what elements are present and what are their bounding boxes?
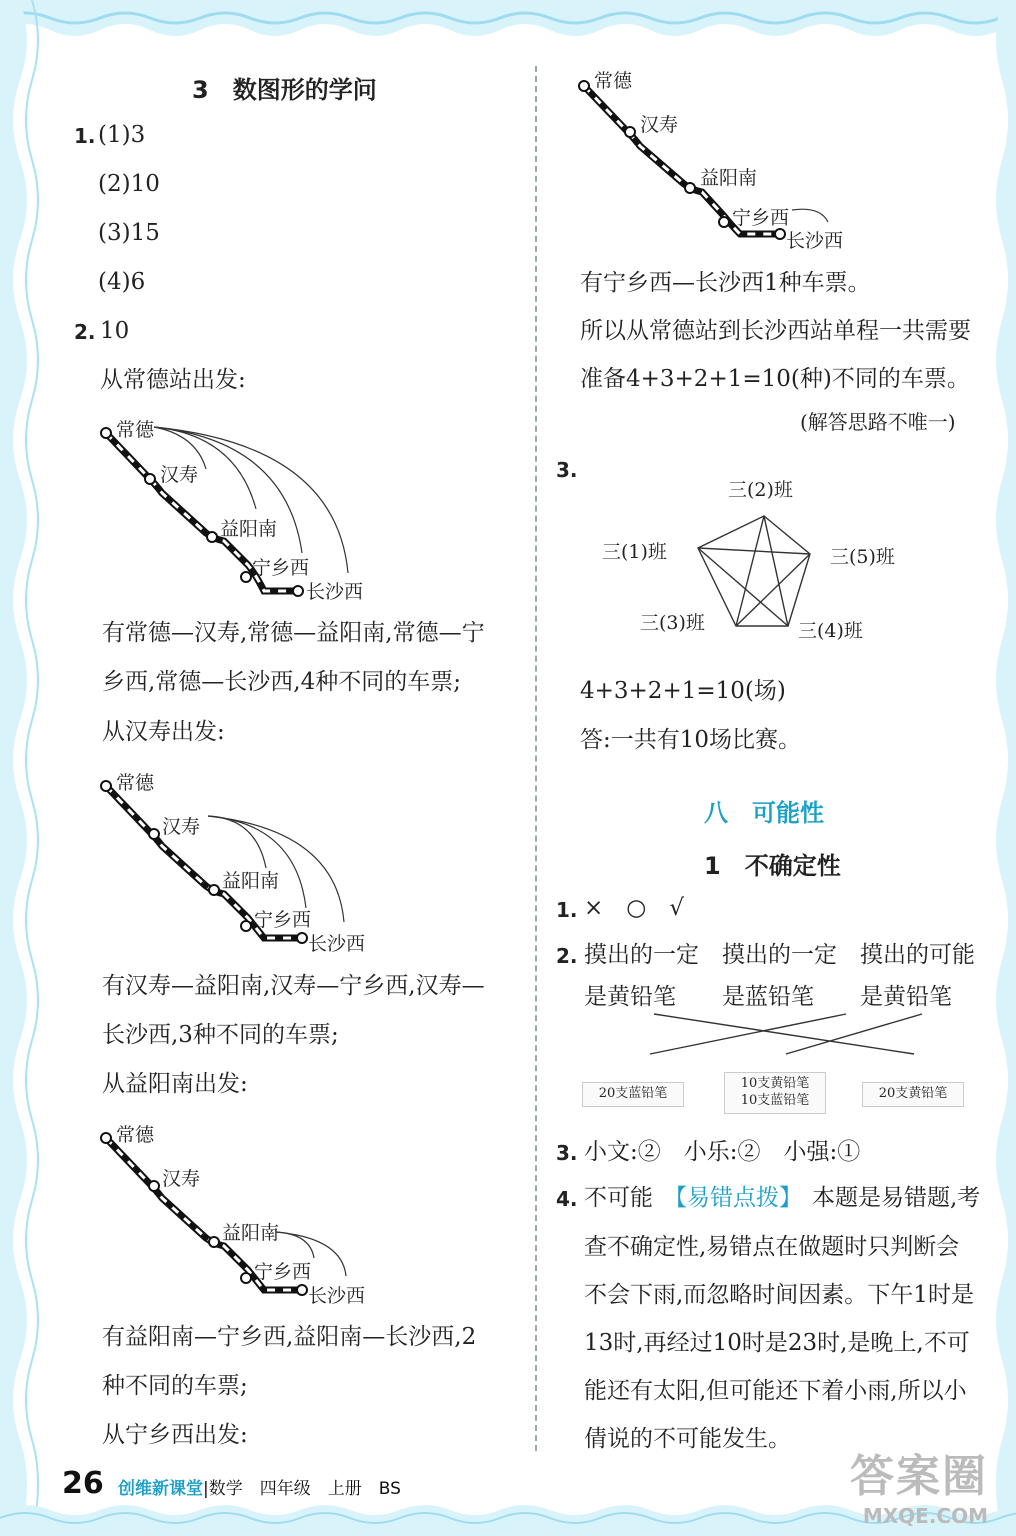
station-changde-4: 常德	[594, 70, 633, 92]
p1-number: 1.	[556, 898, 578, 922]
class-3-label: 三(3)班	[640, 612, 705, 634]
p2-option-1b: 是黄铅笔	[584, 984, 676, 1010]
p2-option-2a: 摸出的一定	[722, 942, 837, 968]
station-hanshou: 汉寿	[160, 464, 199, 486]
lesson-title: 1 不确定性	[704, 852, 841, 880]
station-hanshou-3: 汉寿	[162, 1168, 201, 1190]
station-ningxiangxi-3: 宁乡西	[254, 1261, 312, 1283]
q1-answer-1: (1)3	[98, 122, 146, 148]
station-yiyangnan-2: 益阳南	[222, 870, 280, 892]
p1-answer: × ○ √	[584, 895, 684, 921]
p4-line-3: 不会下雨,而忽略时间因素。下午1时是	[584, 1282, 974, 1308]
watermark-logo	[850, 1440, 988, 1528]
box-mixed-pencils	[724, 1072, 826, 1114]
left-wave-border	[0, 0, 46, 1536]
right-text-a: 有宁乡西—长沙西1种车票。	[580, 270, 871, 296]
column-divider	[535, 66, 537, 1451]
q2-number: 2.	[74, 320, 96, 344]
p2-option-3b: 是黄铅笔	[860, 984, 952, 1010]
q2-text-1a: 有常德—汉寿,常德—益阳南,常德—宁	[102, 620, 485, 646]
q2-from-ningxiangxi: 从宁乡西出发:	[102, 1422, 248, 1448]
q2-answer: 10	[100, 318, 130, 344]
book-info: |数学 四年级 上册 BS	[203, 1479, 401, 1499]
station-changshaxi-2: 长沙西	[308, 933, 366, 955]
p4-line-6: 倩说的不可能发生。	[584, 1426, 791, 1452]
p4-number: 4.	[556, 1187, 578, 1211]
note-text: (解答思路不唯一)	[800, 410, 956, 434]
q1-answer-4: (4)6	[98, 269, 146, 295]
box-blue-pencils	[582, 1082, 684, 1107]
q2-from-hanshou: 从汉寿出发:	[102, 719, 225, 745]
station-ningxiangxi-4: 宁乡西	[732, 207, 790, 229]
station-hanshou-2: 汉寿	[162, 816, 201, 838]
q2-text-1b: 乡西,常德—长沙西,4种不同的车票;	[102, 669, 462, 695]
station-yiyangnan: 益阳南	[220, 518, 278, 540]
matching-lines	[640, 1010, 930, 1060]
station-yiyangnan-4: 益阳南	[700, 167, 758, 189]
p3-answer: 小文:② 小乐:② 小强:①	[584, 1139, 861, 1165]
q2-from-changde: 从常德站出发:	[100, 367, 246, 393]
right-text-b: 所以从常德站到长沙西站单程一共需要	[580, 318, 971, 344]
p4-tip-tag: 【易错点拨】	[664, 1185, 802, 1211]
station-changshaxi: 长沙西	[306, 581, 364, 603]
station-changshaxi-4: 长沙西	[786, 230, 844, 252]
box-1-text: 20支蓝铅笔	[598, 1086, 668, 1101]
page-number: 26	[62, 1466, 104, 1501]
box-yellow-pencils	[862, 1082, 964, 1107]
q3-number: 3.	[556, 458, 578, 482]
station-changshaxi-3: 长沙西	[308, 1285, 366, 1307]
station-changde-2: 常德	[116, 772, 155, 794]
q1-number: 1.	[74, 124, 96, 148]
unit-title: 八 可能性	[704, 799, 824, 827]
p4-line-1: 本题是易错题,考	[812, 1185, 981, 1211]
p2-number: 2.	[556, 944, 578, 968]
station-yiyangnan-3: 益阳南	[222, 1222, 280, 1244]
q2-text-3b: 种不同的车票;	[102, 1373, 248, 1399]
box-3-text: 20支黄铅笔	[878, 1086, 948, 1101]
p2-option-2b: 是蓝铅笔	[722, 984, 814, 1010]
class-1-label: 三(1)班	[602, 541, 667, 563]
watermark-title: 答案圈	[850, 1451, 988, 1502]
box-2-text-a: 10支黄铅笔	[740, 1076, 810, 1091]
q2-from-yiyangnan: 从益阳南出发:	[102, 1071, 248, 1097]
p2-option-3a: 摸出的可能	[860, 942, 975, 968]
q2-text-2a: 有汉寿—益阳南,汉寿—宁乡西,汉寿—	[102, 973, 485, 999]
q3-equation: 4+3+2+1=10(场)	[580, 678, 786, 704]
station-ningxiangxi: 宁乡西	[252, 557, 310, 579]
top-wave-border	[0, 0, 1016, 56]
right-wave-border	[988, 0, 1016, 1536]
station-hanshou-4: 汉寿	[640, 114, 679, 136]
brand-name: 创维新课堂	[118, 1479, 203, 1499]
watermark-url: MXQE.COM	[862, 1504, 988, 1528]
p2-option-1a: 摸出的一定	[584, 942, 699, 968]
station-changde: 常德	[116, 419, 155, 441]
class-2-label: 三(2)班	[728, 479, 793, 501]
p4-line-4: 13时,再经过10时是23时,是晚上,不可	[584, 1330, 970, 1356]
box-2-text-b: 10支蓝铅笔	[740, 1092, 810, 1108]
q2-text-3a: 有益阳南—宁乡西,益阳南—长沙西,2	[102, 1324, 477, 1350]
class-5-label: 三(5)班	[830, 546, 895, 568]
right-text-c: 准备4+3+2+1=10(种)不同的车票。	[580, 366, 970, 392]
station-changde-3: 常德	[116, 1124, 155, 1146]
footer-info	[118, 1474, 401, 1499]
class-4-label: 三(4)班	[798, 620, 863, 642]
station-ningxiangxi-2: 宁乡西	[254, 909, 312, 931]
q1-answer-2: (2)10	[98, 171, 160, 197]
p4-line-2: 查不确定性,易错点在做题时只判断会	[584, 1234, 960, 1260]
section-title: 3 数图形的学问	[192, 76, 377, 104]
q1-answer-3: (3)15	[98, 220, 160, 246]
p4-answer: 不可能	[584, 1185, 653, 1211]
p4-line-5: 能还有太阳,但可能还下着小雨,所以小	[584, 1378, 967, 1404]
q2-text-2b: 长沙西,3种不同的车票;	[102, 1022, 339, 1048]
p3-number: 3.	[556, 1141, 578, 1165]
q3-answer: 答:一共有10场比赛。	[580, 727, 802, 753]
